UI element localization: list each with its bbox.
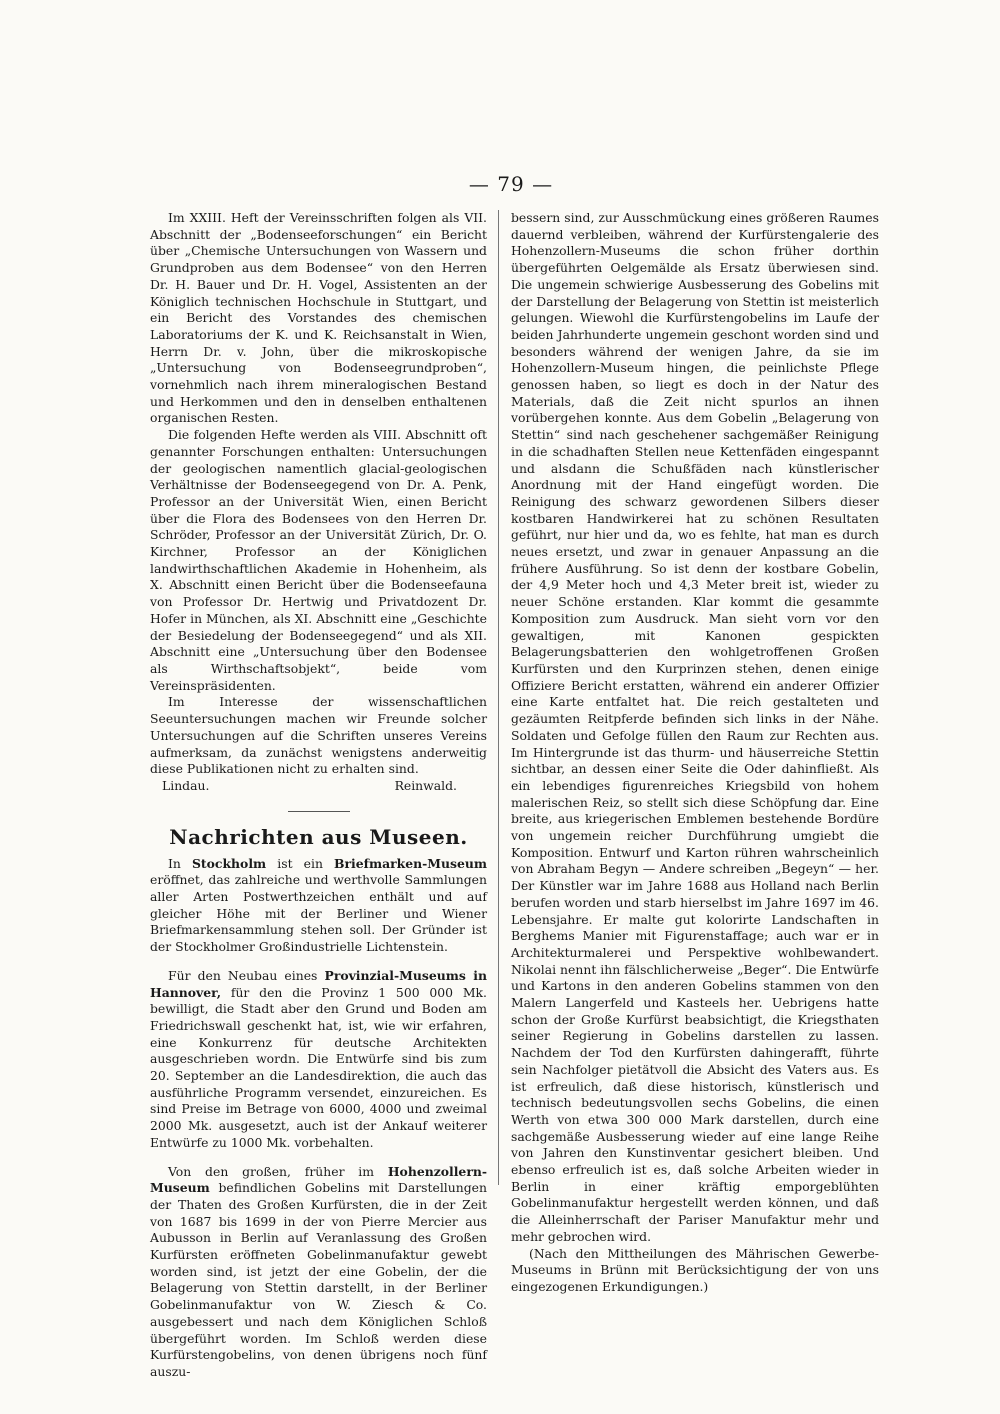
column-divider bbox=[498, 210, 499, 1185]
right-column bbox=[511, 210, 879, 1296]
left-column bbox=[150, 210, 487, 1381]
emphasis: Stockholm bbox=[191, 855, 267, 871]
page-number: — 79 — bbox=[468, 172, 554, 196]
section-heading: Nachrichten aus Museen. bbox=[169, 824, 468, 849]
signature-line bbox=[150, 778, 487, 795]
paragraph: Im Interesse der wissenschaftlichen Seeuntersuchungen machen wir Freunde solcher Untersuchungen auf die Schriften unseres Vereins aufmerksam, da zunächst wenigstens anderweitig diese Publikationen nicht zu erhalten sind. bbox=[150, 694, 487, 777]
paragraph: bessern sind, zur Ausschmückung eines größeren Raumes dauernd verbleiben, während der Kurfürstengalerie des Hohenzollern-Museums die schon früher dorthin übergeführten Oelgemälde als Ersatz überwiesen sind. Die ungemein schwierige Ausbesserung des Gobelins mit der Darstellung der Belagerung von Stettin ist meisterlich gelungen. Wiewohl die Kurfürstengobelins im Laufe der beiden Jahrhunderte ungemein geschont worden sind und besonders während der wenigen Jahre, da sie im Hohenzollern-Museum hingen, die peinlichste Pflege genossen haben, so liegt es doch in der Natur des Materials, daß die Zeit nicht spurlos an ihnen vorübergehen konnte. Aus dem Gobelin „Belagerung von Stettin“ sind nach geschehener sachgemäßer Reinigung in die schadhaften Stellen neue Kettenfäden eingespannt und alsdann die Schußfäden nach künstlerischer Anordnung mit der Hand eingefügt worden. Die Reinigung des schwarz gewordenen Silbers dieser kostbaren Handwirkerei hat zu schönen Resultaten geführt, nur hier und da, wo es fehlte, hat man es durch neues ersetzt, und zwar in genauer Anpassung an die frühere Ausführung. So ist denn der kostbare Gobelin, der 4,9 Meter hoch und 4,3 Meter breit ist, wieder zu neuer Schöne erstanden. Klar kommt die gesammte Komposition zum Ausdruck. Man sieht vorn vor den gewaltigen, mit Kanonen gespickten Belagerungsbatterien den wohlgetroffenen Großen Kurfürsten und den Kurprinzen stehen, denen einige Offiziere Bericht erstatten, während ein anderer Offizier eine Karte entfaltet hat. Die reich gestalteten und gezäumten Reitpferde befinden sich links in der Nähe. Soldaten und Gefolge füllen den Raum zur Rechten aus. Im Hintergrunde ist das thurm- und häuserreiche Stettin sichtbar, an dessen einer Seite die Oder dahinfließt. Als ein lebendiges figurenreiches Kriegsbild von hohem malerischen Reiz, so stellt sich diese Schöpfung dar. Eine breite, aus kriegerischen Emblemen bestehende Bordüre von ungemein reicher Durchführung umgiebt die Komposition. Entwurf und Karton rühren wahrscheinlich von Abraham Begyn — Andere schreiben „Begeyn“ — her. Der Künstler war im Jahre 1688 aus Holland nach Berlin berufen worden und starb hierselbst im Jahre 1697 im 46. Lebensjahre. Er malte gut kolorirte Landschaften in Berghems Manier mit Figurenstaffage; auch war er in Architekturmalerei und Perspektive wohlbewandert. Nikolai nennt ihn fälschlicherweise „Beger“. Die Entwürfe und Kartons in den anderen Gobelins stammen von den Malern Langerfeld und Kasteels her. Uebrigens hatte schon der Große Kurfürst beabsichtigt, die Kriegsthaten seiner Regierung in Gobelins darstellen zu lassen. Nachdem der Tod den Kurfürsten dahingerafft, führte sein Nachfolger pietätvoll die Absicht des Vaters aus. Es ist erfreulich, daß diese historisch, künstlerisch und technisch bedeutungsvollen sechs Gobelins, die einen Werth von etwa 300 000 Mark darstellen, durch eine sachgemäße Ausbesserung wieder auf eine lange Reihe von Jahren den Kunstinventar gesichert bleiben. Und ebenso erfreulich ist es, daß solche Arbeiten wieder in Berlin in einer kräftig emporgeblühten Gobelinmanufaktur hergestellt werden können, und daß die Alleinherrschaft der Pariser Manufaktur mehr und mehr gebrochen wird. bbox=[511, 210, 879, 1244]
paragraph: Die folgenden Hefte werden als VIII. Abschnitt oft genannter Forschungen enthalten: Untersuchungen der geologischen namentlich glacial-geologischen Verhältnisse der Bodenseegegend von Dr. A. Penk, Professor an der Universität Wien, einen Bericht über die Flora des Bodensees von den Herren Dr. Schröder, Professor an der Universität Zürich, Dr. O. Kirchner, Professor an der Königlichen landwirthschaftlichen Akademie in Hohenheim, als X. Abschnitt einen Bericht über die Bodenseefauna von Professor Dr. Hertwig und Privatdozent Dr. Hofer in München, als XI. Abschnitt eine „Geschichte der Besiedelung der Bodenseegegend“ und als XII. Abschnitt eine „Untersuchung über den Bodensee als Wirthschaftsobjekt“, beide vom Vereinspräsidenten. bbox=[150, 427, 487, 693]
paragraph bbox=[150, 1164, 487, 1381]
paragraph: Im XXIII. Heft der Vereinsschriften folgen als VII. Abschnitt der „Bodenseeforschungen“ ein Bericht über „Chemische Untersuchungen von Wassern und Grundproben aus dem Bodensee“ von den Herren Dr. H. Bauer und Dr. H. Vogel, Assistenten an der Königlich technischen Hochschule in Stuttgart, und ein Bericht des Vorstandes des chemischen Laboratoriums der K. und K. Reichsanstalt in Wien, Herrn Dr. v. John, über die mikroskopische „Untersuchung von Bodenseegrundproben“, vornehmlich nach ihrem mineralogischen Bestand und Herkommen und den in denselben enthaltenen organischen Resten. bbox=[150, 210, 487, 426]
text-span: eröffnet, das zahlreiche und werthvolle Sammlungen aller Arten Postwerthzeichen enthält und auf gleicher Höhe mit der Berliner und Wiener Briefmarkensammlung stehen soll. Der Gründer ist der Stockholmer Großindustrielle Lichtenstein. bbox=[150, 872, 487, 955]
section-divider bbox=[288, 811, 350, 812]
text-span: In bbox=[168, 855, 181, 871]
text-span: Von den großen, früher im bbox=[168, 1163, 375, 1179]
text-span: befindlichen Gobelins mit Darstellungen der Thaten des Großen Kurfürsten, die in der Zeit von 1687 bis 1699 in der von Pierre Mercier aus Aubusson in Berlin auf Veranlassung des Großen Kurfürsten eröffneten Gobelinmanufaktur gewebt worden sind, ist jetzt der eine Gobelin, der die Belagerung von Stettin darstellt, in der Berliner Gobelinmanufaktur von W. Ziesch & Co. ausgebessert und nach dem Königlichen Schloß übergeführt worden. Im Schloß werden diese Kurfürstengobelins, von denen übrigens noch fünf auszu- bbox=[150, 1180, 487, 1379]
signature-place: Lindau. bbox=[162, 777, 210, 793]
paragraph: (Nach den Mittheilungen des Mährischen Gewerbe-Museums in Brünn mit Berücksichtigung der von uns eingezogenen Erkundigungen.) bbox=[511, 1245, 879, 1294]
emphasis: Briefmarken-Museum bbox=[334, 855, 487, 871]
emphasis: Provinzial-Museums in Hannover, bbox=[150, 967, 487, 1000]
signature-name: Reinwald. bbox=[394, 777, 457, 793]
text-span: für den die Provinz 1 500 000 Mk. bewilligt, die Stadt aber den Grund und Boden am Friedrichswall geschenkt hat, ist, wie wir erfahren, eine Konkurrenz für deutsche Architekten ausgeschrieben wordn. Die Entwürfe sind bis zum 20. September an die Landesdirektion, die auch das ausführliche Programm versendet, einzureichen. Es sind Preise im Betrage von 6000, 4000 und zweimal 2000 Mk. ausgesetzt, auch ist der Ankauf weiterer Entwürfe zu 1000 Mk. vorbehalten. bbox=[150, 984, 487, 1150]
text-span: ist ein bbox=[277, 855, 323, 871]
text-span: Für den Neubau eines bbox=[168, 967, 318, 983]
paragraph bbox=[150, 968, 487, 1152]
paragraph bbox=[150, 856, 487, 956]
emphasis: Hohenzollern-Museum bbox=[150, 1163, 487, 1196]
